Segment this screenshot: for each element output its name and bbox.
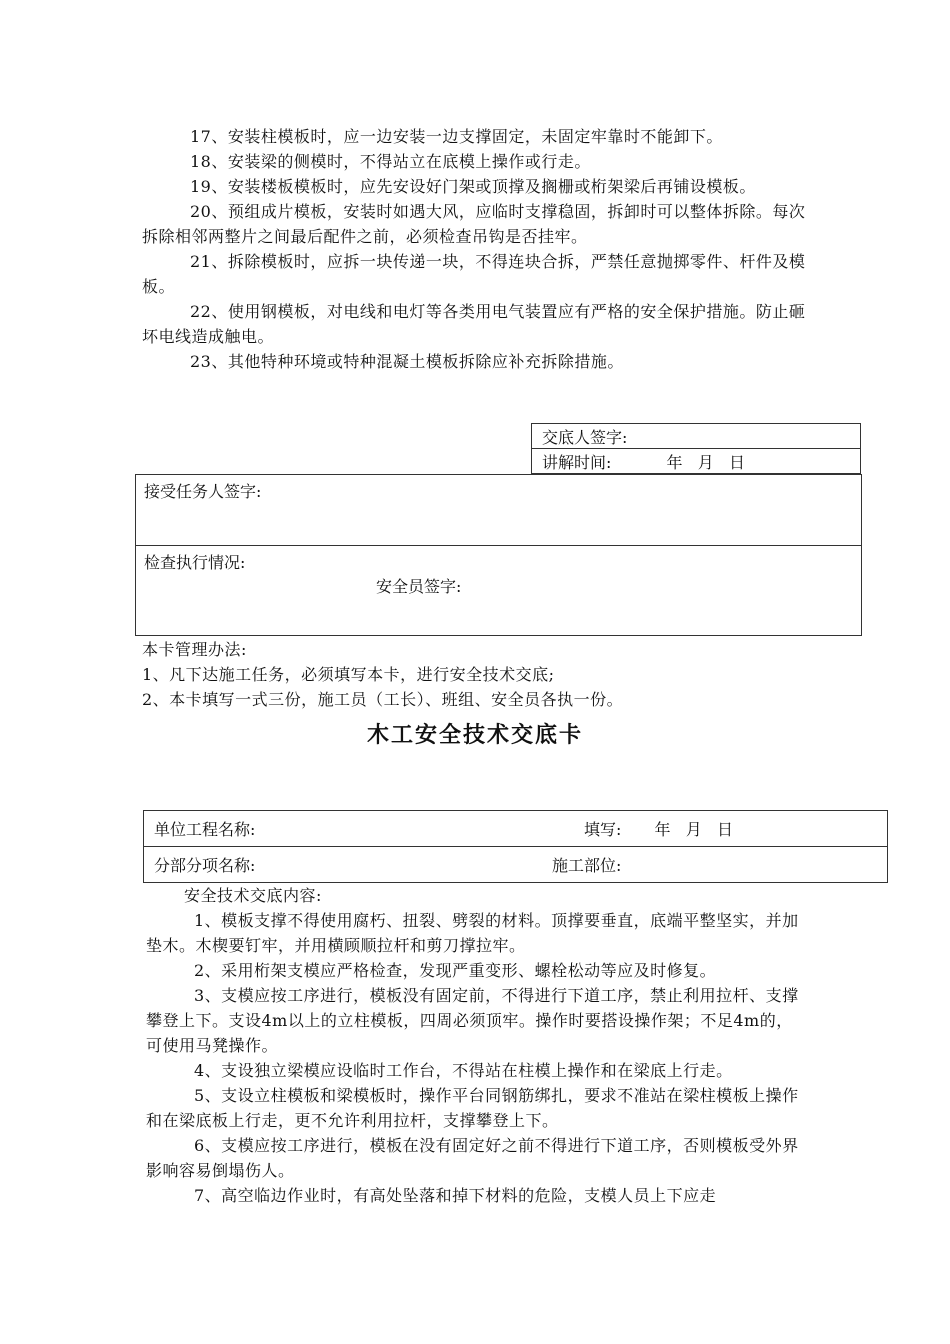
signature-table — [531, 423, 861, 474]
sub-label: 分部分项名称: — [154, 856, 256, 875]
location-field[interactable] — [552, 847, 888, 883]
presenter-label: 交底人签字: — [542, 427, 628, 447]
fill-label: 填写: — [584, 820, 622, 839]
explain-time-field[interactable] — [532, 449, 861, 474]
presenter-signature-field[interactable] — [532, 424, 861, 449]
receiver-check-box — [135, 474, 862, 636]
content-item: 1、模板支撑不得使用腐朽、扭裂、劈裂的材料。顶撑要垂直，底端平整坚实，并加垫木。木楔要钉牢，并用横顾顺拉杆和剪刀撑拉牢。 — [146, 911, 799, 955]
safety-officer-label: 安全员签字: — [376, 577, 462, 596]
info-row-2 — [144, 847, 888, 883]
content-item: 7、高空临边作业时，有高处坠落和掉下材料的危险，支模人员上下应走 — [194, 1186, 717, 1205]
content-item: 4、支设独立梁模应设临时工作台，不得站在柱模上操作和在梁底上行走。 — [194, 1061, 733, 1080]
top-item: 23、其他特种环境或特种混凝土模板拆除应补充拆除措施。 — [190, 352, 624, 371]
content-item: 3、支模应按工序进行，模板没有固定前，不得进行下道工序，禁止利用拉杆、支撑攀登上下。支设4m以上的立柱模板，四周必须顶牢。操作时要搭设操作架；不足4m的，可使用马凳操作。 — [146, 986, 799, 1055]
management-heading: 本卡管理办法: — [142, 640, 247, 659]
top-item: 19、安装楼板模板时，应先安设好门架或顶撑及搁栅或桁架梁后再铺设模板。 — [190, 177, 756, 196]
receiver-signature-field[interactable] — [136, 475, 861, 545]
receiver-label: 接受任务人签字: — [144, 482, 262, 501]
time-label: 讲解时间: — [542, 452, 612, 472]
top-item: 18、安装梁的侧模时，不得站立在底模上操作或行走。 — [190, 152, 591, 171]
unit-name-field[interactable] — [144, 811, 565, 847]
content-item: 6、支模应按工序进行，模板在没有固定好之前不得进行下道工序，否则模板受外界影响容易倒塌伤人。 — [146, 1136, 799, 1180]
content-item: 5、支设立柱模板和梁模板时，操作平台同钢筋绑扎，要求不准站在梁柱模板上操作和在梁底板上行走，更不允许利用拉杆，支撑攀登上下。 — [146, 1086, 799, 1130]
location-label: 施工部位: — [552, 856, 622, 875]
card-info-table — [143, 810, 888, 883]
card-title: 木工安全技术交底卡 — [366, 722, 583, 748]
card-content — [146, 883, 806, 1208]
top-items — [142, 124, 818, 374]
top-item: 17、安装柱模板时，应一边安装一边支撑固定，未固定牢靠时不能卸下。 — [190, 127, 723, 146]
management-notes — [142, 637, 623, 712]
content-item: 2、采用桁架支模应严格检查，发现严重变形、螺栓松动等应及时修复。 — [194, 961, 717, 980]
fill-date-field[interactable] — [564, 811, 888, 847]
content-heading: 安全技术交底内容: — [184, 886, 322, 905]
time-date: 年 月 日 — [666, 452, 746, 472]
fill-date: 年 月 日 — [654, 820, 734, 839]
time-row — [532, 449, 861, 474]
unit-label: 单位工程名称: — [154, 820, 256, 839]
check-label: 检查执行情况: — [144, 553, 246, 572]
check-execution-field[interactable] — [136, 545, 861, 634]
top-item: 22、使用钢模板，对电线和电灯等各类用电气装置应有严格的安全保护措施。防止砸坏电线造成触电。 — [142, 302, 806, 346]
top-item: 20、预组成片模板，安装时如遇大风，应临时支撑稳固，拆卸时可以整体拆除。每次拆除相邻两整片之间最后配件之前，必须检查吊钩是否挂牢。 — [142, 202, 806, 246]
top-item: 21、拆除模板时，应拆一块传递一块，不得连块合拆，严禁任意抛掷零件、杆件及模板。 — [142, 252, 806, 296]
management-rule: 2、本卡填写一式三份，施工员（工长）、班组、安全员各执一份。 — [142, 690, 624, 709]
presenter-row — [532, 424, 861, 449]
management-rule: 1、凡下达施工任务，必须填写本卡，进行安全技术交底; — [142, 665, 555, 684]
sub-item-field[interactable] — [144, 847, 565, 883]
info-row-1 — [144, 811, 888, 847]
